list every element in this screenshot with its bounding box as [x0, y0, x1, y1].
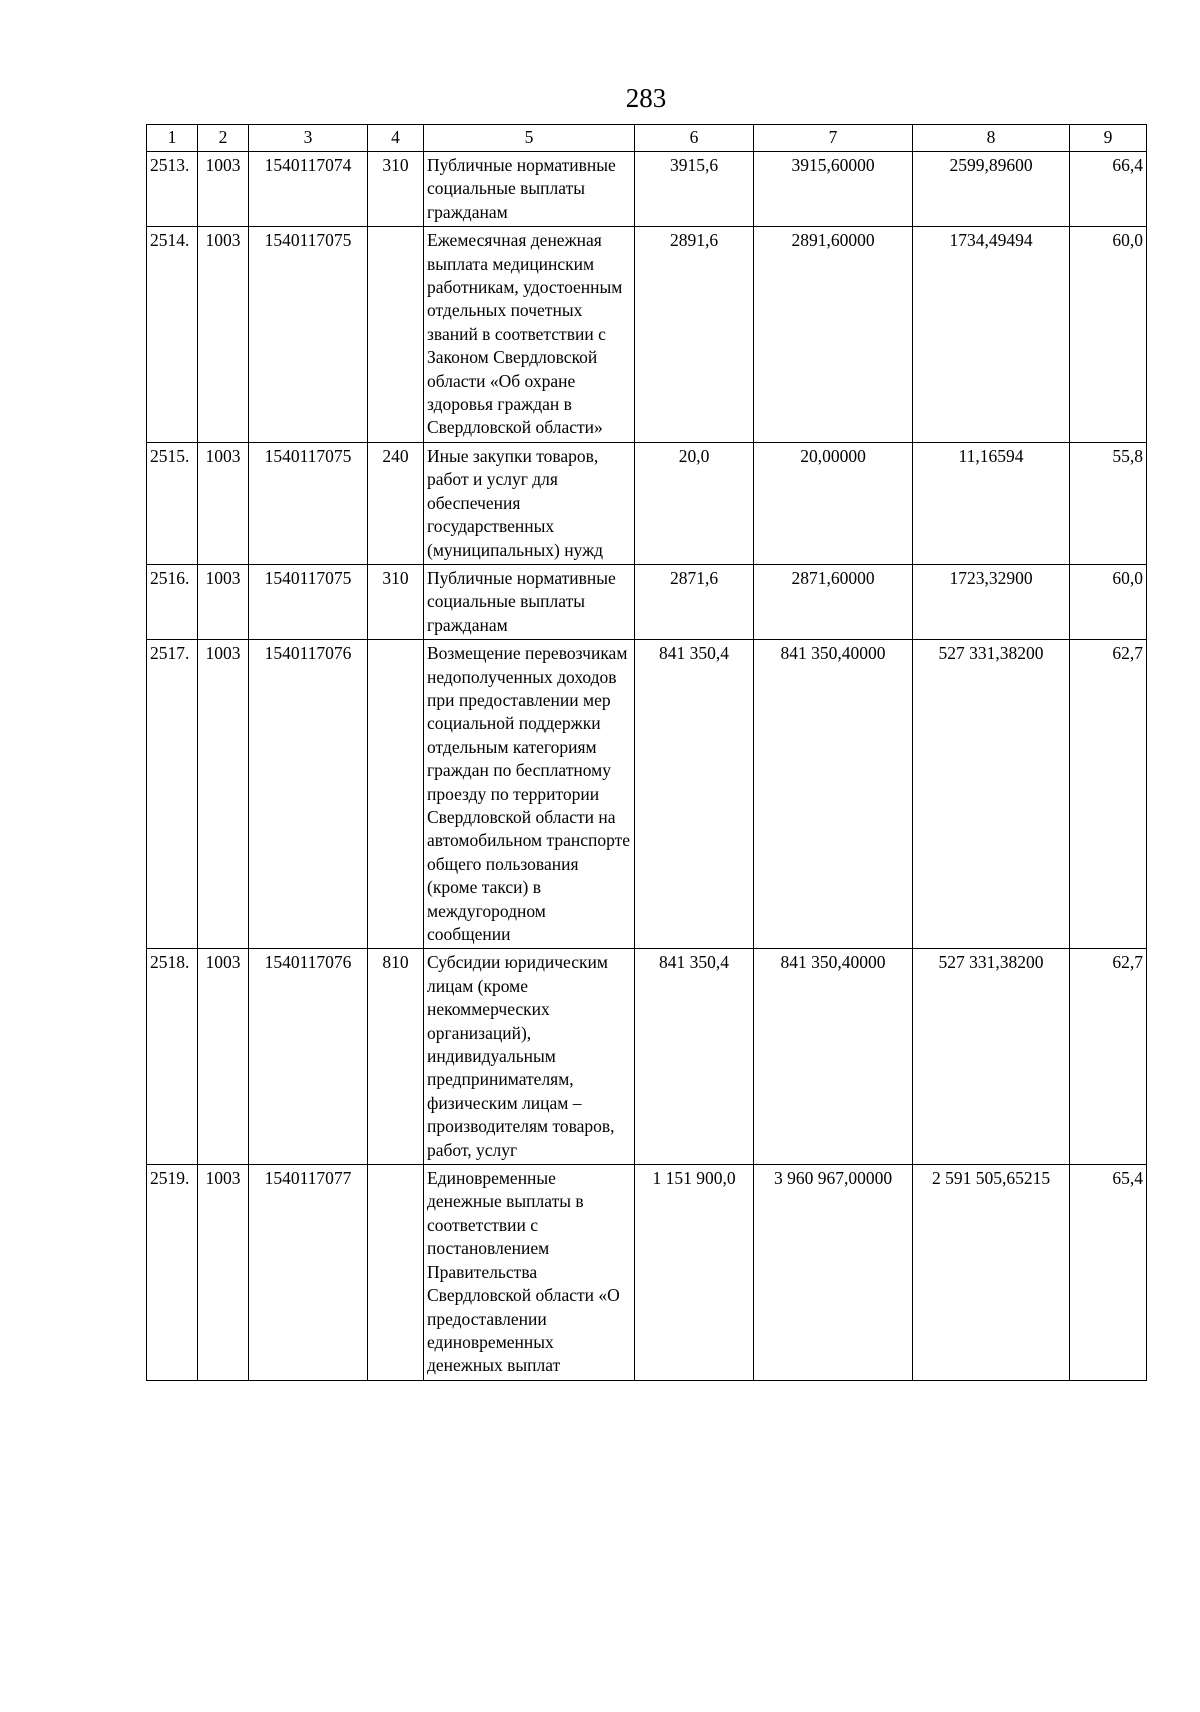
- expense-type-code: [368, 227, 424, 443]
- value-col-7: 2871,60000: [754, 564, 913, 639]
- item-name: Иные закупки товаров, работ и услуг для обеспечения государственных (муниципальных) нужд: [424, 442, 635, 564]
- table-row: [147, 564, 1147, 639]
- value-col-6: 20,0: [635, 442, 754, 564]
- value-col-6: 3915,6: [635, 152, 754, 227]
- expense-type-code: 240: [368, 442, 424, 564]
- header-cell: 4: [368, 125, 424, 152]
- header-cell: 8: [913, 125, 1070, 152]
- section-code: 1003: [198, 564, 249, 639]
- expense-type-code: 310: [368, 564, 424, 639]
- table-row: [147, 640, 1147, 949]
- row-number: 2516.: [147, 564, 198, 639]
- page-number: 283: [625, 83, 667, 113]
- header-cell: 3: [249, 125, 368, 152]
- target-item-code: 1540117075: [249, 227, 368, 443]
- section-code: 1003: [198, 442, 249, 564]
- expense-type-code: [368, 1165, 424, 1381]
- target-item-code: 1540117075: [249, 564, 368, 639]
- header-row: [147, 125, 1147, 152]
- item-name: Публичные нормативные социальные выплаты гражданам: [424, 152, 635, 227]
- item-name: Ежемесячная денежная выплата медицинским работникам, удостоенным отдельных почетных званий в соответствии с Законом Свердловской области «Об охране здоровья граждан в Свердловской области»: [424, 227, 635, 443]
- header-cell: 1: [147, 125, 198, 152]
- row-number: 2514.: [147, 227, 198, 443]
- section-code: 1003: [198, 949, 249, 1165]
- target-item-code: 1540117075: [249, 442, 368, 564]
- header-cell: 5: [424, 125, 635, 152]
- section-code: 1003: [198, 152, 249, 227]
- value-col-7: 2891,60000: [754, 227, 913, 443]
- section-code: 1003: [198, 640, 249, 949]
- percent-value: 60,0: [1070, 564, 1147, 639]
- item-name: Возмещение перевозчикам недополученных доходов при предоставлении мер социальной поддержки отдельным категориям граждан по бесплатному проезду по территории Свердловской области на автомобильном транспорте общего пользования (кроме такси) в междугородном сообщении: [424, 640, 635, 949]
- value-col-6: 841 350,4: [635, 949, 754, 1165]
- budget-table: [146, 124, 1147, 1381]
- target-item-code: 1540117077: [249, 1165, 368, 1381]
- value-col-7: 841 350,40000: [754, 949, 913, 1165]
- expense-type-code: [368, 640, 424, 949]
- row-number: 2518.: [147, 949, 198, 1165]
- item-name: Публичные нормативные социальные выплаты гражданам: [424, 564, 635, 639]
- value-col-8: 2599,89600: [913, 152, 1070, 227]
- expense-type-code: 310: [368, 152, 424, 227]
- section-code: 1003: [198, 1165, 249, 1381]
- value-col-8: 2 591 505,65215: [913, 1165, 1070, 1381]
- percent-value: 55,8: [1070, 442, 1147, 564]
- header-cell: 9: [1070, 125, 1147, 152]
- row-number: 2515.: [147, 442, 198, 564]
- expense-type-code: 810: [368, 949, 424, 1165]
- section-code: 1003: [198, 227, 249, 443]
- percent-value: 65,4: [1070, 1165, 1147, 1381]
- table-row: [147, 152, 1147, 227]
- value-col-8: 1734,49494: [913, 227, 1070, 443]
- row-number: 2519.: [147, 1165, 198, 1381]
- value-col-6: 2891,6: [635, 227, 754, 443]
- value-col-8: 11,16594: [913, 442, 1070, 564]
- value-col-6: 2871,6: [635, 564, 754, 639]
- value-col-7: 20,00000: [754, 442, 913, 564]
- value-col-7: 3915,60000: [754, 152, 913, 227]
- percent-value: 66,4: [1070, 152, 1147, 227]
- header-cell: 6: [635, 125, 754, 152]
- item-name: Субсидии юридическим лицам (кроме некоммерческих организаций), индивидуальным предпринимателям, физическим лицам – производителям товаров, работ, услуг: [424, 949, 635, 1165]
- table-row: [147, 1165, 1147, 1381]
- value-col-8: 527 331,38200: [913, 640, 1070, 949]
- percent-value: 62,7: [1070, 640, 1147, 949]
- header-cell: 2: [198, 125, 249, 152]
- value-col-6: 841 350,4: [635, 640, 754, 949]
- value-col-7: 841 350,40000: [754, 640, 913, 949]
- value-col-6: 1 151 900,0: [635, 1165, 754, 1381]
- percent-value: 60,0: [1070, 227, 1147, 443]
- table-row: [147, 227, 1147, 443]
- target-item-code: 1540117074: [249, 152, 368, 227]
- table-row: [147, 442, 1147, 564]
- target-item-code: 1540117076: [249, 640, 368, 949]
- target-item-code: 1540117076: [249, 949, 368, 1165]
- item-name: Единовременные денежные выплаты в соответствии с постановлением Правительства Свердловской области «О предоставлении единовременных денежных выплат: [424, 1165, 635, 1381]
- table-row: [147, 949, 1147, 1165]
- value-col-8: 1723,32900: [913, 564, 1070, 639]
- row-number: 2513.: [147, 152, 198, 227]
- row-number: 2517.: [147, 640, 198, 949]
- value-col-7: 3 960 967,00000: [754, 1165, 913, 1381]
- percent-value: 62,7: [1070, 949, 1147, 1165]
- header-cell: 7: [754, 125, 913, 152]
- value-col-8: 527 331,38200: [913, 949, 1070, 1165]
